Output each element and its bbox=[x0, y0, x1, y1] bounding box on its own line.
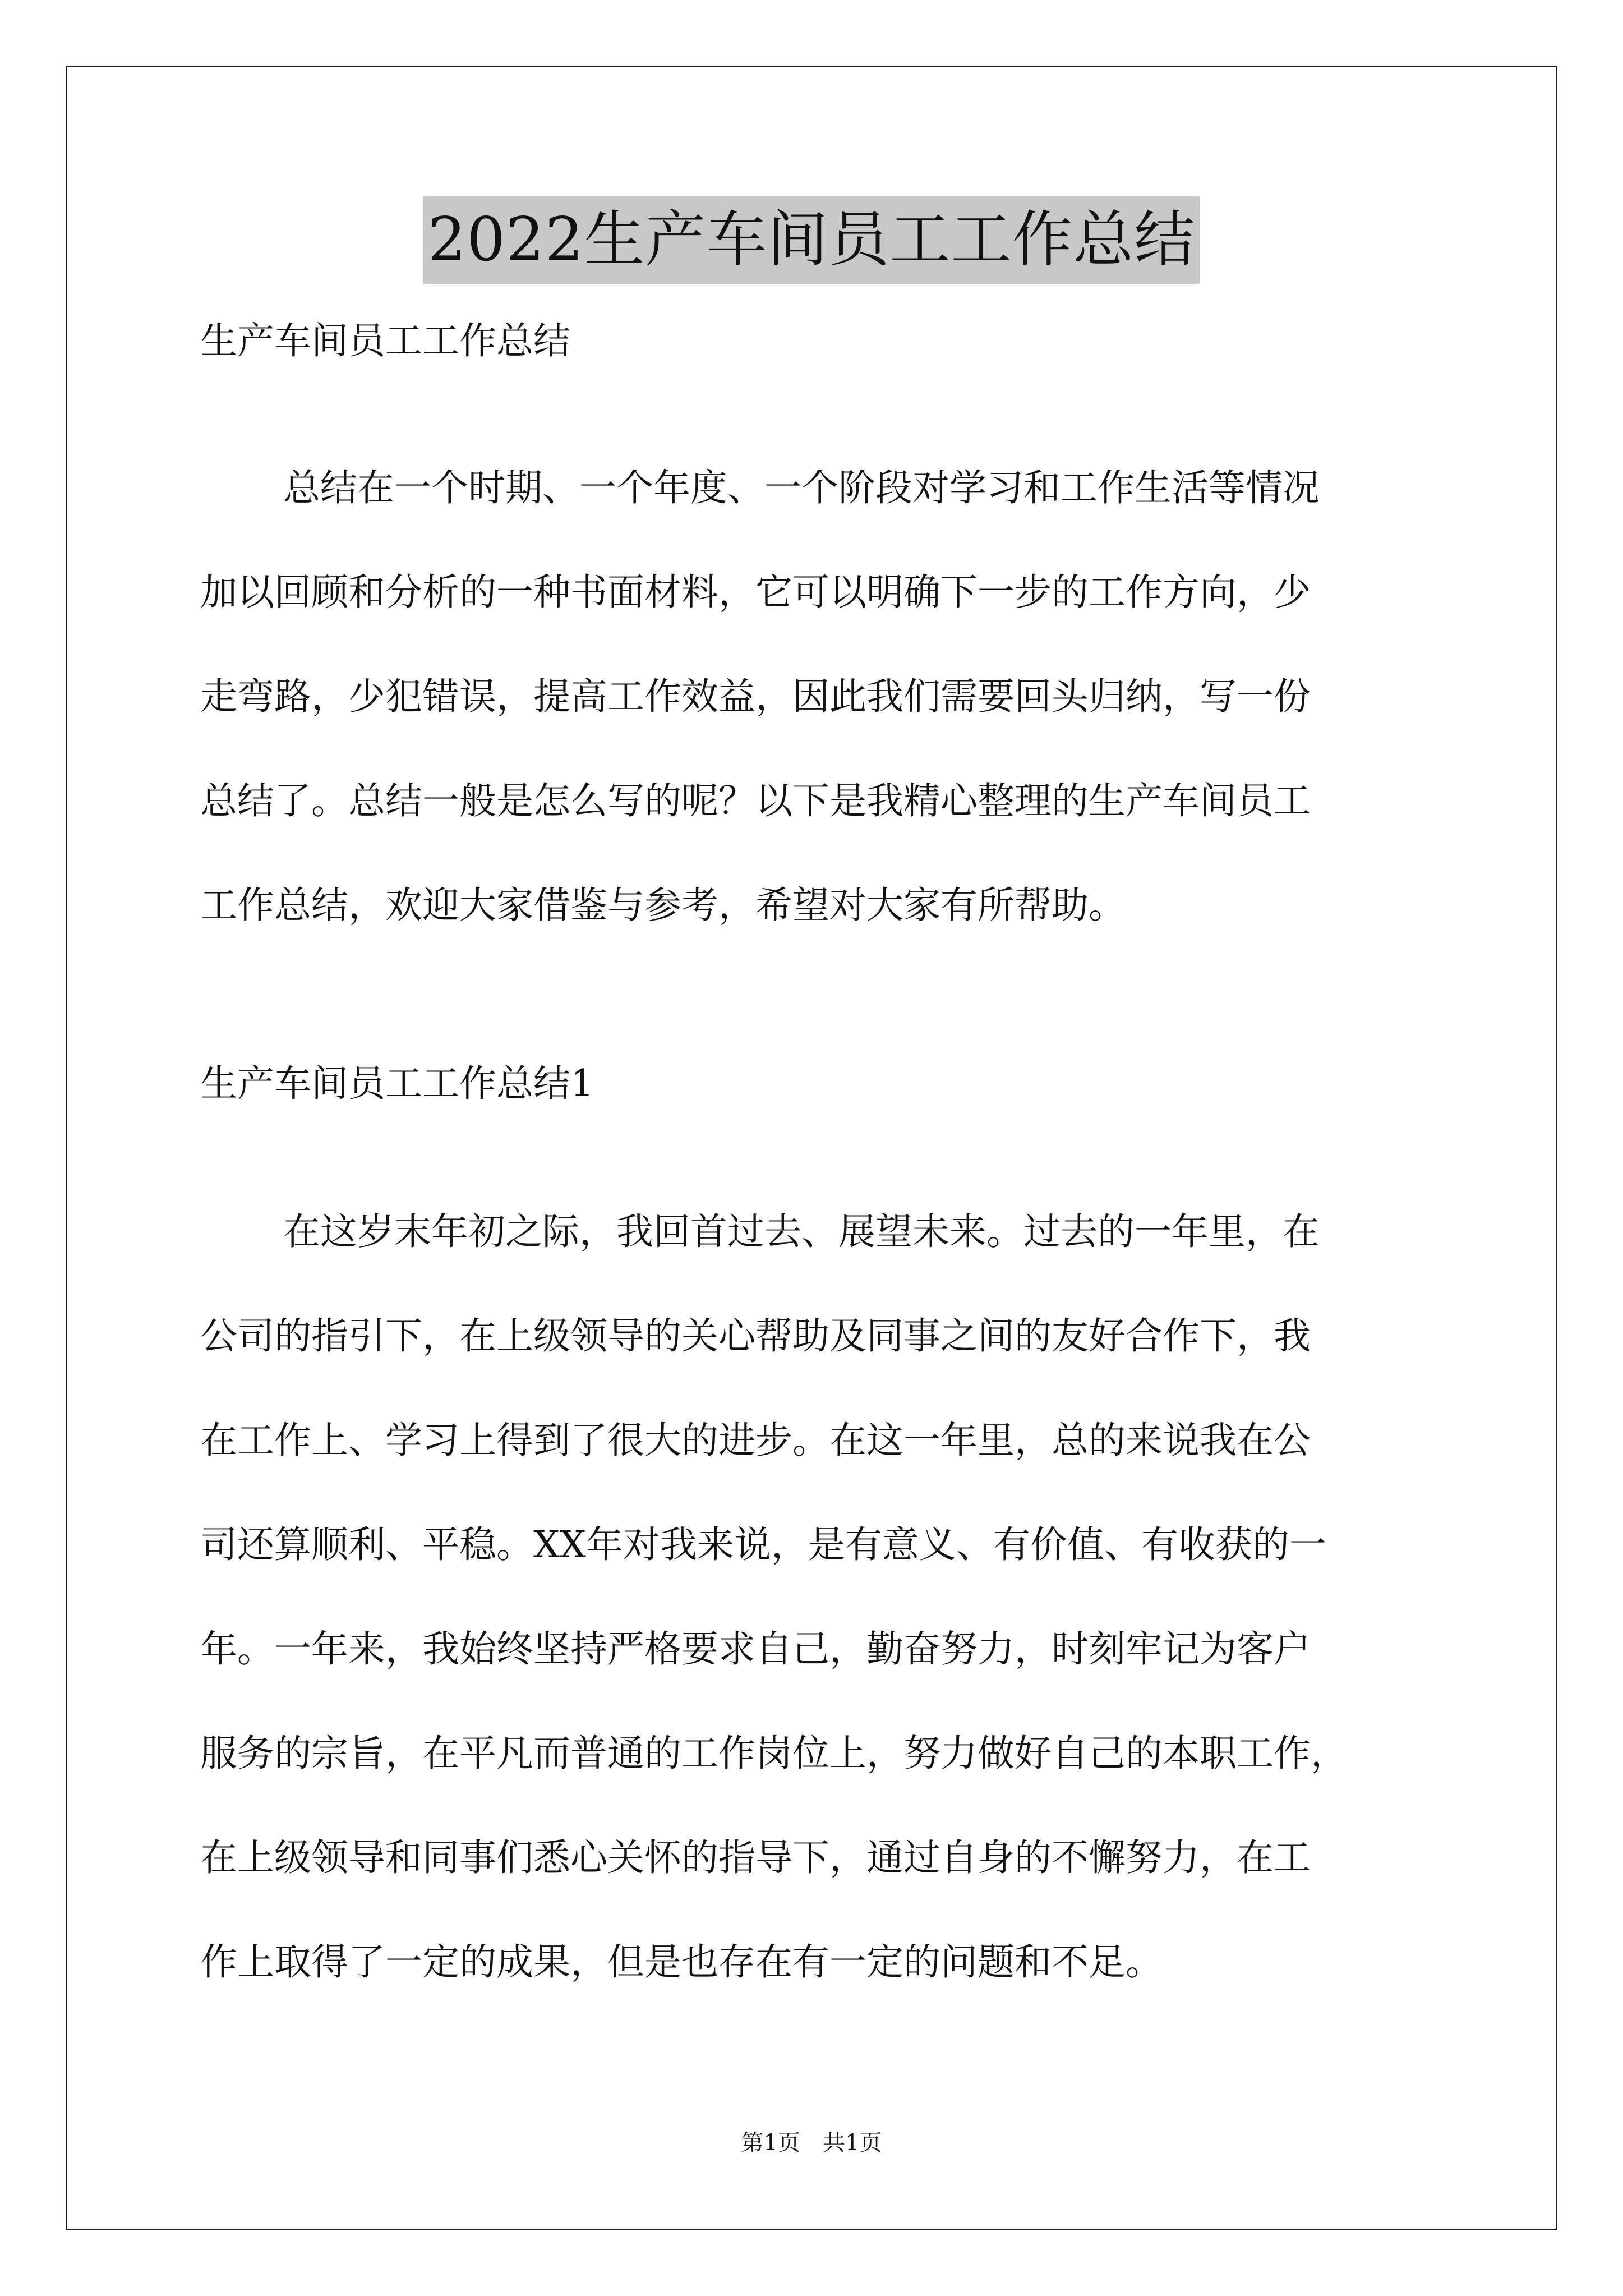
paragraph-line: 加以回顾和分析的一种书面材料，它可以明确下一步的工作方向，少 bbox=[200, 570, 1311, 614]
paragraph-line: 走弯路，少犯错误，提高工作效益，因此我们需要回头归纳，写一份 bbox=[200, 675, 1311, 718]
paragraph-line: 总结了。总结一般是怎么写的呢？以下是我精心整理的生产车间员工 bbox=[200, 779, 1311, 822]
paragraph-line: 公司的指引下，在上级领导的关心帮助及同事之间的友好合作下，我 bbox=[200, 1314, 1311, 1358]
document-title: 2022生产车间员工工作总结 bbox=[423, 196, 1200, 284]
page-number-footer: 第1页 共1页 bbox=[741, 2130, 882, 2156]
paragraph-line: 服务的宗旨，在平凡而普通的工作岗位上，努力做好自己的本职工作， bbox=[200, 1732, 1348, 1775]
document-subtitle: 生产车间员工工作总结 bbox=[200, 319, 570, 362]
paragraph-line: 在上级领导和同事们悉心关怀的指导下，通过自身的不懈努力，在工 bbox=[200, 1836, 1311, 1879]
paragraph-line: 年。一年来，我始终坚持严格要求自己，勤奋努力，时刻牢记为客户 bbox=[200, 1627, 1311, 1671]
paragraph-line: 在工作上、学习上得到了很大的进步。在这一年里，总的来说我在公 bbox=[200, 1419, 1311, 1462]
title-container bbox=[0, 196, 1623, 284]
paragraph-line: 司还算顺利、平稳。XX年对我来说，是有意义、有价值、有收获的一 bbox=[200, 1523, 1326, 1566]
section-paragraph bbox=[200, 1205, 1423, 2040]
paragraph-line: 在这岁末年初之际，我回首过去、展望未来。过去的一年里，在 bbox=[283, 1210, 1320, 1253]
paragraph-line: 作上取得了一定的成果，但是也存在有一定的问题和不足。 bbox=[200, 1940, 1163, 1984]
paragraph-line: 总结在一个时期、一个年度、一个阶段对学习和工作生活等情况 bbox=[283, 466, 1320, 509]
section-heading: 生产车间员工工作总结1 bbox=[200, 1062, 594, 1105]
intro-paragraph bbox=[200, 461, 1423, 983]
paragraph-line: 工作总结，欢迎大家借鉴与参考，希望对大家有所帮助。 bbox=[200, 884, 1126, 927]
